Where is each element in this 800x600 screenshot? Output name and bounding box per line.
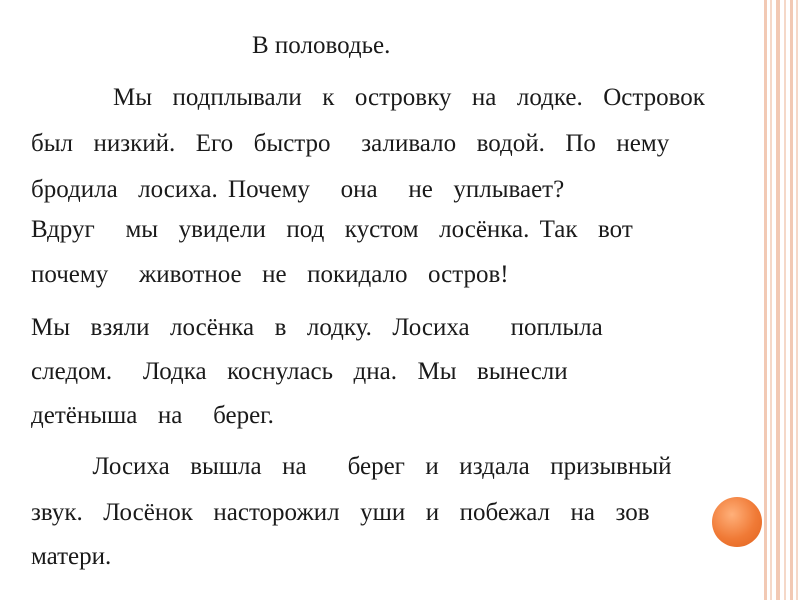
text-line-11: матери.: [31, 543, 112, 570]
text-line-6: Мы взяли лосёнка в лодку. Лосиха поплыла: [31, 314, 603, 341]
text-line-4: Вдруг мы увидели под кустом лосёнка. Так вот: [31, 216, 633, 243]
decorative-border-stripe: [764, 0, 767, 600]
decorative-border-stripe: [784, 0, 786, 600]
text-line-7: следом. Лодка коснулась дна. Мы вынесли: [31, 358, 568, 385]
text-line-10: звук. Лосёнок насторожил уши и побежал на зов: [31, 499, 650, 526]
page-title: В половодье.: [252, 32, 391, 59]
decorative-orange-circle: [712, 497, 762, 547]
text-line-5: почему животное не покидало остров!: [31, 261, 509, 288]
text-line-9: Лосиха вышла на берег и издала призывный: [31, 453, 672, 480]
decorative-border-stripe: [770, 0, 772, 600]
decorative-border-stripe: [796, 0, 798, 600]
text-line-8: детёныша на берег.: [31, 402, 274, 429]
text-line-3: бродила лосиха. Почему она не уплывает?: [31, 176, 565, 203]
decorative-border-stripe: [776, 0, 780, 600]
text-line-1: Мы подплывали к островку на лодке. Островок: [31, 84, 705, 111]
decorative-border-stripe: [790, 0, 793, 600]
text-line-2: был низкий. Его быстро заливало водой. По нему: [31, 130, 670, 157]
